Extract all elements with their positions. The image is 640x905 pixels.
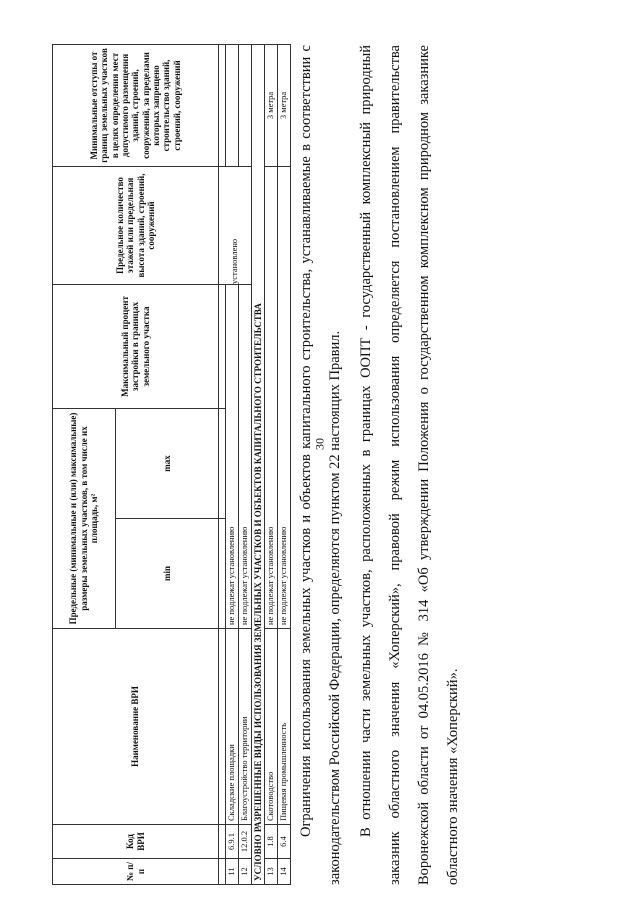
row-sizes: не подлежат установлению [265,166,278,628]
row-setback [239,44,252,166]
table-row [278,44,291,884]
zoning-table [52,44,291,885]
page-number: 30 [312,438,327,450]
table-header-row [53,44,116,884]
row-num: 12 [239,859,252,885]
row-setback [226,44,239,166]
row-sizes: не подлежат установлению [239,284,252,628]
row-num: 13 [265,859,278,885]
header-sizes: Предельные (минимальные и (или) максимальные) размеры земельных участков, в том числе их площадь, м² [53,408,116,628]
rotated-page [52,45,612,885]
row-name: Благоустройство территории [239,629,252,825]
row-code: 1.8 [265,825,278,859]
header-code: Код ВРИ [53,825,219,859]
merged-note: установлено [219,166,252,284]
header-floors: Предельное количество этажей или предельная высота зданий, строений, сооружений [53,166,219,284]
row-name: Складские площадки [226,629,239,825]
row-name: Скотоводство [265,629,278,825]
header-min: min [116,519,219,629]
page-content [52,45,612,885]
table-row [265,44,278,884]
row-code: 6.4 [278,825,291,859]
section-title: УСЛОВНО РАЗРЕШЕННЫЕ ВИДЫ ИСПОЛЬЗОВАНИЯ ЗЕМЕЛЬНЫХ УЧАСТКОВ И ОБЪЕКТОВ КАПИТАЛЬНОГО СТРОИТЕЛЬСТВА [252,44,265,884]
paragraph-restrictions: Ограничения использования земельных участков и объектов капитального строительства, устанавливаемые в соответствии с законодательством Российской Федерации, определяются пунктом 22 настоящих Правил. [298,45,343,885]
row-sizes: не подлежат установлению [226,284,239,628]
row-setback: 3 метра [278,44,291,166]
header-num: № п/п [53,859,219,885]
row-code: 12.0.2 [239,825,252,859]
header-name: Наименование ВРИ [53,629,219,825]
row-num: 11 [226,859,239,885]
section-row [252,44,265,884]
header-percent: Максимальный процент застройки в границах земельного участка [53,284,219,408]
header-setbacks: Минимальные отступы от границ земельных участков в целях определения мест допустимого размещения зданий, строений, сооружений, за пределами которых запрещено строительство зданий, строений, сооружений [53,44,219,166]
row-setback: 3 метра [265,44,278,166]
row-code: 6.9.1 [226,825,239,859]
row-name: Пищевая промышленность [278,629,291,825]
row-num: 14 [278,859,291,885]
table-row [219,44,226,884]
row-sizes: не подлежат установлению [278,166,291,628]
paragraph-oopt: В отношении части земельных участков, расположенных в границах ООПТ - государственный комплексный природный заказник областного значения «Хоперский», правовой режим использования определяется постановлением правительства Воронежской области от 04.05.2016 № 314 «Об утверждении Положения о государственном комплексном природном заказнике областного значения «Хоперский». [358,45,461,885]
header-max: max [116,408,219,518]
